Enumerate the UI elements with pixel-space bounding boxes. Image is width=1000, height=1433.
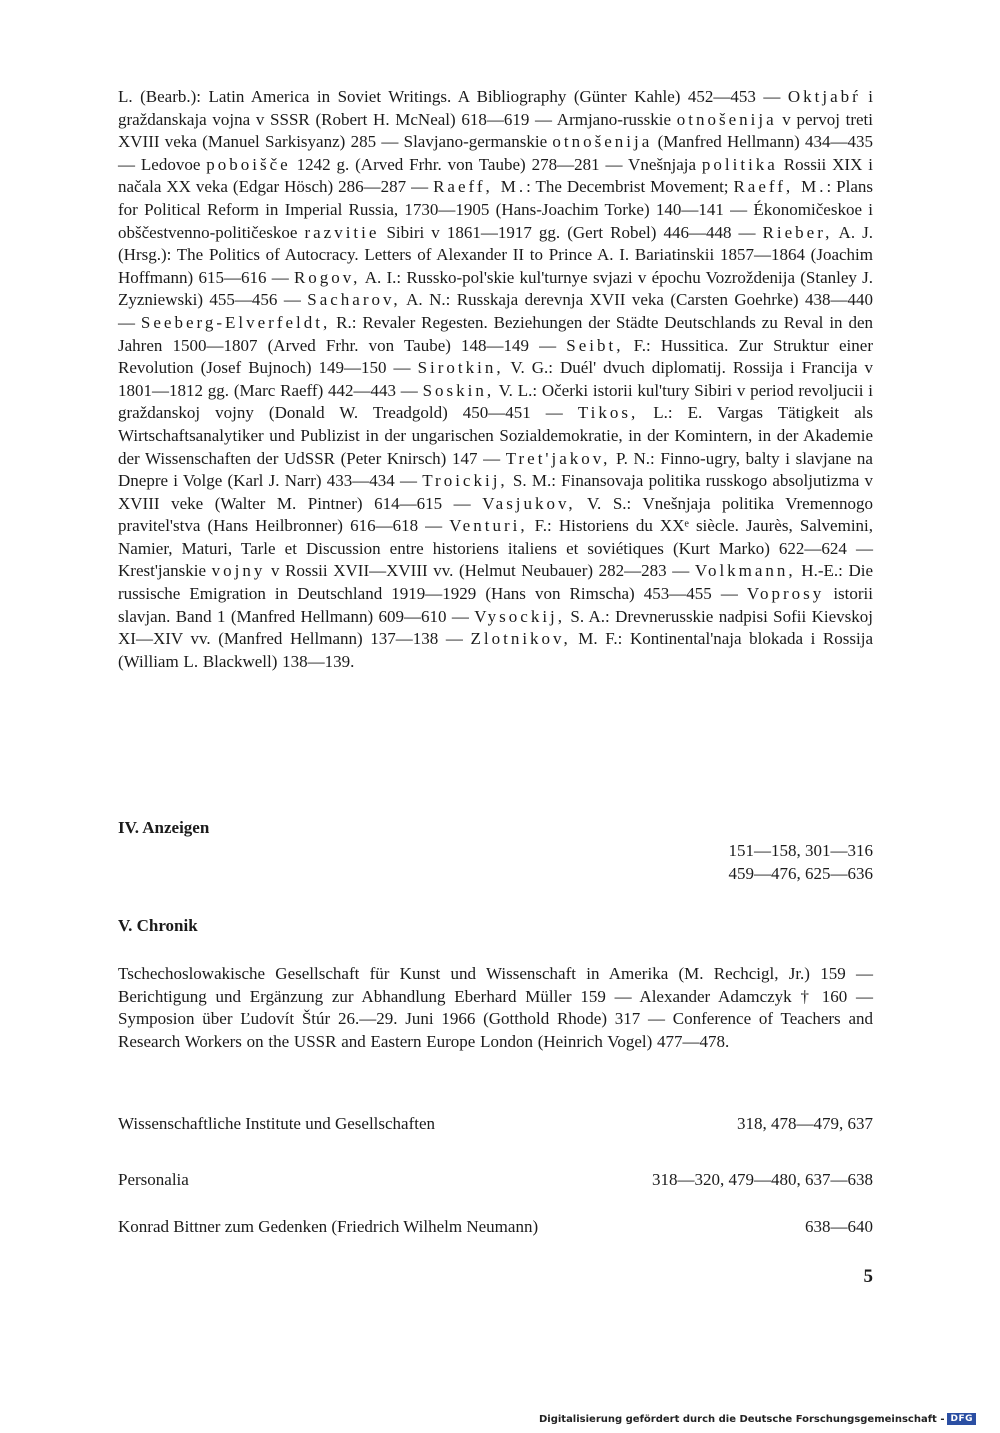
entry-row-bittner <box>118 1217 873 1237</box>
bibliography-text: R.: Revaler Regesten. Beziehungen der Städte Deutschlands zu Reval in den Jahren 1500—1807 (Arved Frhr. von Taube) 148—149 — <box>118 312 873 355</box>
spaced-keyword: otnošenija <box>552 132 653 152</box>
bibliography-text: (Manfred Hellmann) 434—435 — Ledovoe <box>118 132 874 174</box>
footer-text: Digitalisierung gefördert durch die Deutsche Forschungsgemeinschaft - <box>538 1413 945 1425</box>
bibliography-text: F.: Historiens du XXᵉ siècle. Jaurès, Salvemini, Namier, Maturi, Tarle et Discussion entre historiens italiens et soviétiques (Kurt Marko) 622—624 — Krest'janskie <box>118 516 874 581</box>
spaced-keyword: poboišče <box>206 154 291 174</box>
bibliography-text: M. F.: Kontinental'naja blokada i Rossija (William L. Blackwell) 138—139. <box>118 629 873 671</box>
bibliography-text: A. I.: Russko-pol'skie kul'turnye svjazi v épochu Vozroždenija (Stanley J. Zyzniewski) 455—456 — <box>118 267 873 310</box>
anzeigen-pages-line1: 151—158, 301—316 <box>728 841 873 860</box>
spaced-keyword: Venturi, <box>449 516 528 536</box>
spaced-keyword: Zlotnikov, <box>470 629 571 649</box>
bibliography-text: L. (Bearb.): Latin America in Soviet Writings. A Bibliography (Günter Kahle) 452—453 — <box>118 87 788 106</box>
bibliography-text: A. J. (Hrsg.): The Politics of Autocracy. Letters of Alexander II to Prince A. I. Bariatinskii 1857—1864 (Joachim Hoffmann) 615—616 — <box>118 222 873 287</box>
bibliography-text: H.-E.: Die russische Emigration in Deutschland 1919—1929 (Hans von Rimscha) 453—455 — <box>118 561 873 604</box>
spaced-keyword: politika <box>701 154 778 174</box>
anzeigen-pages <box>729 839 874 885</box>
bibliography-text: 1242 g. (Arved Frhr. von Taube) 278—281 — Vnešnjaja <box>290 154 702 174</box>
dfg-logo-icon: DFG <box>947 1413 976 1425</box>
entry-row-personalia <box>118 1170 873 1190</box>
spaced-keyword: Raeff, M. <box>433 177 527 197</box>
bibliography-text: : The Decembrist Movement; <box>526 177 734 197</box>
spaced-keyword: Soskin, <box>422 380 495 400</box>
bibliography-text: S. A.: Drevnerusskie nadpisi Sofii Kievskoj XI—XIV vv. (Manfred Hellmann) 137—138 — <box>118 606 873 649</box>
entry-label: Personalia <box>118 1170 189 1189</box>
spaced-keyword: Seibt, <box>566 335 624 355</box>
spaced-keyword: Tret'jakov, <box>505 448 611 468</box>
spaced-keyword: vojny <box>211 561 266 581</box>
digitization-footer <box>539 1413 976 1425</box>
bibliography-text: V. G.: Duél' dvuch diplomatij. Rossija i Francija v 1801—1812 gg. (Marc Raeff) 442—443 — <box>118 358 873 400</box>
entry-pages: 638—640 <box>805 1217 873 1236</box>
bibliography-text: L.: E. Vargas Tätigkeit als Wirtschaftsanalytiker und Publizist in der ungarischen Sozialdemokratie, in der Komintern, in der Akademie der Wissenschaften der UdSSR (Peter Knirsch) 147 — <box>118 403 874 468</box>
bibliography-text: P. N.: Finno-ugry, balty i slavjane na Dnepre i Volge (Karl J. Narr) 433—434 — <box>118 448 873 491</box>
bibliography-text: A. N.: Russkaja derevnja XVII veka (Carsten Goehrke) 438—440 — <box>118 290 873 332</box>
bibliography-paragraph <box>118 86 873 673</box>
spaced-keyword: Tikos, <box>577 403 639 423</box>
spaced-keyword: Raeff, M. <box>733 177 827 197</box>
bibliography-text: V. L.: Očerki istorii kul'tury Sibiri v period revoljucii i graždanskoj vojny (Donald W. Treadgold) 450—451 — <box>118 380 873 423</box>
bibliography-text: istorii slavjan. Band 1 (Manfred Hellmann) 609—610 — <box>118 584 873 626</box>
spaced-keyword: Rieber, <box>762 222 833 242</box>
bibliography-text: Sibiri v 1861—1917 gg. (Gert Robel) 446—448 — <box>379 222 763 242</box>
spaced-keyword: Sirotkin, <box>417 358 504 378</box>
spaced-keyword: Seeberg-Elverfeldt, <box>140 312 331 332</box>
bibliography-text: Rossii XIX i načala XX veka (Edgar Hösch) 286—287 — <box>118 154 873 197</box>
entry-label: Konrad Bittner zum Gedenken (Friedrich Wilhelm Neumann) <box>118 1217 539 1236</box>
bibliography-text: i graždanskaja vojna v SSSR (Robert H. McNeal) 618—619 — Armjano-russkie <box>118 87 873 129</box>
chronik-heading: V. Chronik <box>118 916 198 935</box>
spaced-keyword: Vasjukov, <box>482 493 576 513</box>
spaced-keyword: Volkmann, <box>694 561 796 581</box>
anzeigen-heading: IV. Anzeigen <box>118 818 210 837</box>
bibliography-text: v pervoj treti XVIII veka (Manuel Sarkisyanz) 285 — Slavjano-germanskie <box>118 109 873 152</box>
spaced-keyword: Sacharov, <box>307 290 401 310</box>
page-number: 5 <box>863 1266 873 1287</box>
chronik-paragraph: Tschechoslowakische Gesellschaft für Kunst und Wissenschaft in Amerika (M. Rechcigl, Jr.) 159 — Berichtigung und Ergänzung zur Abhandlung Eberhard Müller 159 — Alexander Adamczyk † 160 — Symposion über Ľudovít Štúr 26.—29. Juni 1966 (Gotthold Rhode) 317 — Conference of Teachers and Research Workers on the USSR and Eastern Europe London (Heinrich Vogel) 477—478. <box>118 964 873 1051</box>
anzeigen-pages-line2: 459—476, 625—636 <box>728 864 873 883</box>
spaced-keyword: Vysockij, <box>474 606 566 626</box>
spaced-keyword: Voprosy <box>746 584 825 604</box>
spaced-keyword: Troickij, <box>422 471 508 491</box>
entry-pages: 318, 478—479, 637 <box>737 1114 873 1133</box>
bibliography-block <box>118 86 873 673</box>
entry-pages: 318—320, 479—480, 637—638 <box>652 1170 873 1189</box>
spaced-keyword: Rogov, <box>293 267 361 287</box>
spaced-keyword: razvitie <box>304 222 380 242</box>
bibliography-text: S. M.: Finansovaja politika russkogo absoljutizma v XVIII veke (Walter M. Pintner) 614—615 — <box>118 471 873 513</box>
bibliography-text: V. S.: Vnešnjaja politika Vremennogo pravitel'stva (Hans Heilbronner) 616—618 — <box>118 493 873 536</box>
chronik-block <box>118 963 873 1053</box>
entry-label: Wissenschaftliche Institute und Gesellschaften <box>118 1114 436 1133</box>
spaced-keyword: Oktjabŕ <box>787 87 861 106</box>
bibliography-text: v Rossii XVII—XVIII vv. (Helmut Neubauer) 282—283 — <box>265 561 695 581</box>
bibliography-text: F.: Hussitica. Zur Struktur einer Revolution (Josef Bujnoch) 149—150 — <box>118 335 873 378</box>
spaced-keyword: otnošenija <box>676 109 777 129</box>
entry-row-institute <box>118 1114 873 1134</box>
bibliography-text: : Plans for Political Reform in Imperial Russia, 1730—1905 (Hans-Joachim Torke) 140—141 — Ékonomičeskoe i obščestvenno-političeskoe <box>118 177 873 242</box>
